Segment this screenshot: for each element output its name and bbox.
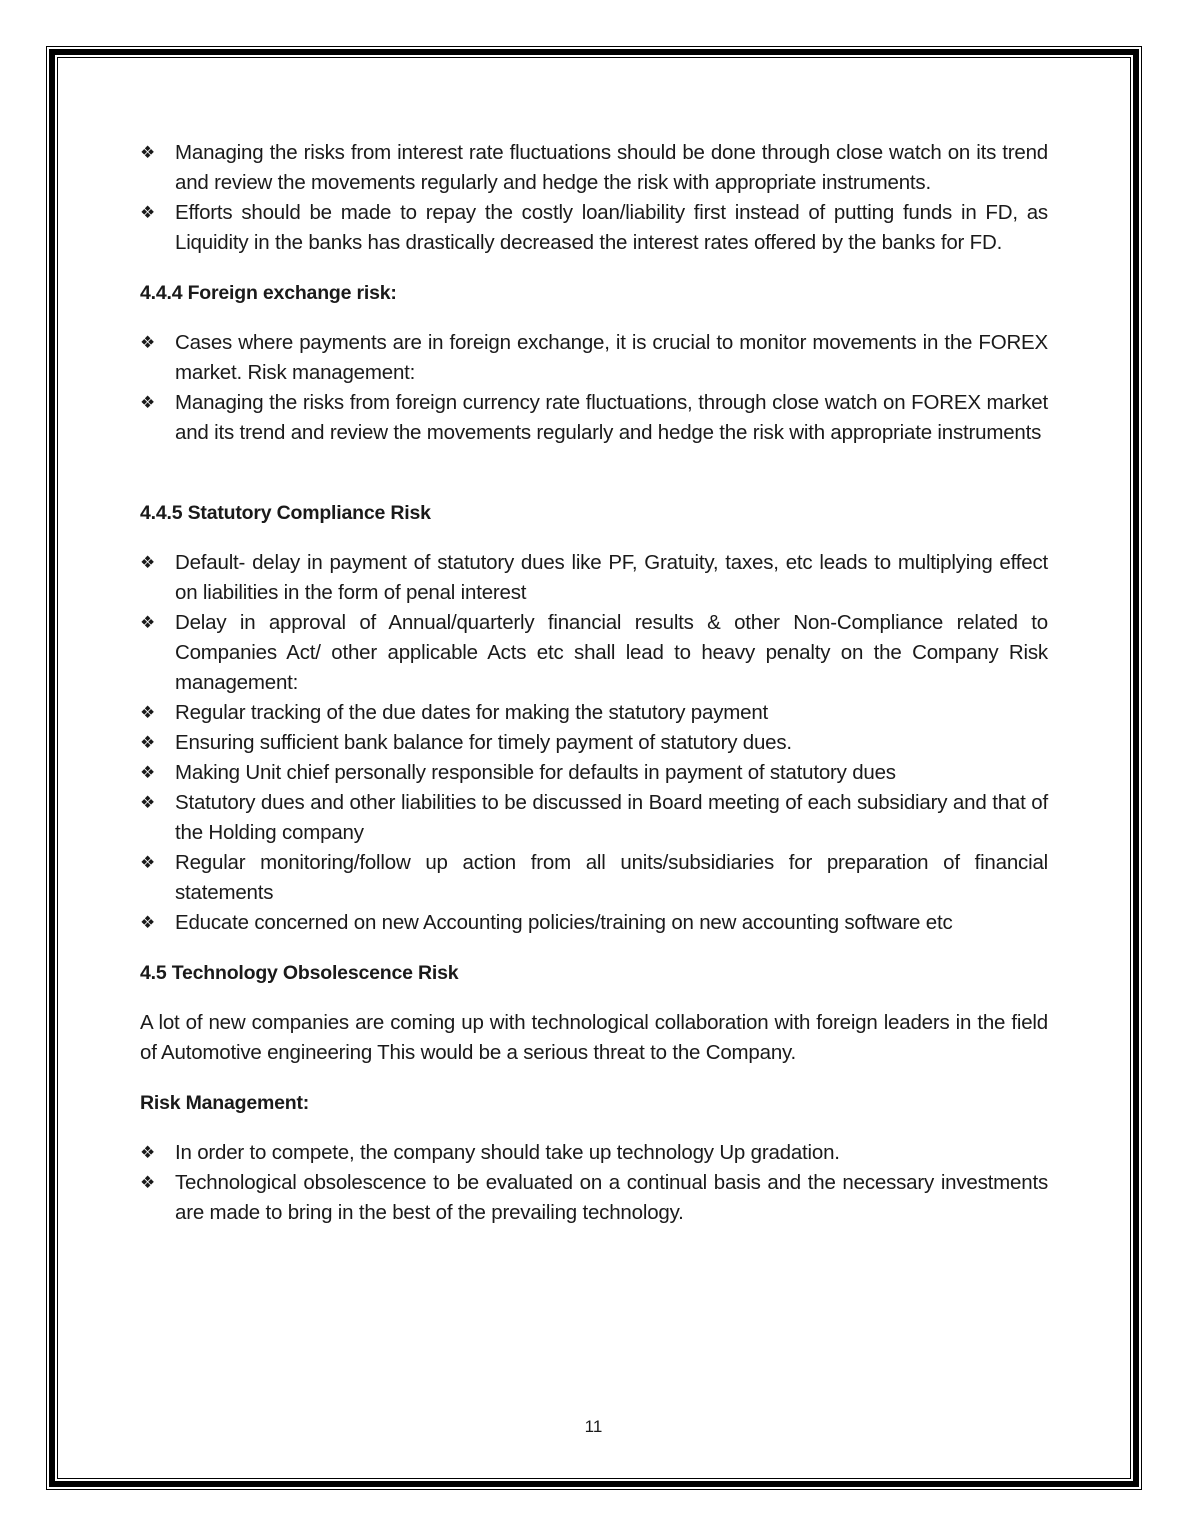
list-item: ❖ Regular monitoring/follow up action from all units/subsidiaries for preparation of financial statements [140, 848, 1048, 908]
forex-bullet-list [140, 328, 1048, 448]
list-item: ❖ Making Unit chief personally responsible for defaults in payment of statutory dues [140, 758, 1048, 788]
diamond-bullet-icon: ❖ [140, 613, 156, 632]
diamond-bullet-icon: ❖ [140, 913, 156, 932]
list-item: ❖ Managing the risks from foreign currency rate fluctuations, through close watch on FOREX market and its trend and review the movements regularly and hedge the risk with appropriate instruments [140, 388, 1048, 448]
list-item: ❖ Ensuring sufficient bank balance for timely payment of statutory dues. [140, 728, 1048, 758]
diamond-bullet-icon: ❖ [140, 553, 156, 572]
section-paragraph: A lot of new companies are coming up with technological collaboration with foreign leaders in the field of Automotive engineering This would be a serious threat to the Company. [140, 1011, 1048, 1064]
list-item: ❖ Default- delay in payment of statutory dues like PF, Gratuity, taxes, etc leads to multiplying effect on liabilities in the form of penal interest [140, 548, 1048, 608]
list-item: ❖ Delay in approval of Annual/quarterly financial results & other Non-Compliance related to Companies Act/ other applicable Acts etc shall lead to heavy penalty on the Company Risk management: [140, 608, 1048, 698]
diamond-bullet-icon: ❖ [140, 763, 156, 782]
diamond-bullet-icon: ❖ [140, 1143, 156, 1162]
section-heading: 4.4.4 Foreign exchange risk: [140, 282, 397, 304]
diamond-bullet-icon: ❖ [140, 793, 156, 812]
diamond-bullet-icon: ❖ [140, 853, 156, 872]
subheading: Risk Management: [140, 1092, 310, 1114]
intro-bullet-list [140, 138, 1048, 258]
list-item: ❖ Technological obsolescence to be evaluated on a continual basis and the necessary investments are made to bring in the best of the prevailing technology. [140, 1168, 1048, 1228]
diamond-bullet-icon: ❖ [140, 733, 156, 752]
list-item: ❖ Efforts should be made to repay the costly loan/liability first instead of putting funds in FD, as Liquidity in the banks has drastically decreased the interest rates offered by the banks for FD. [140, 198, 1048, 258]
diamond-bullet-icon: ❖ [140, 1173, 156, 1192]
list-item: ❖ Educate concerned on new Accounting policies/training on new accounting software etc [140, 908, 1048, 938]
compliance-bullet-list [140, 548, 1048, 938]
list-item: ❖ Managing the risks from interest rate fluctuations should be done through close watch on its trend and review the movements regularly and hedge the risk with appropriate instruments. [140, 138, 1048, 198]
list-item: ❖ Regular tracking of the due dates for making the statutory payment [140, 698, 1048, 728]
diamond-bullet-icon: ❖ [140, 393, 156, 412]
page-number: 11 [584, 1417, 603, 1436]
section-heading: 4.4.5 Statutory Compliance Risk [140, 502, 431, 524]
tech-bullet-list [140, 1138, 1048, 1228]
section-heading: 4.5 Technology Obsolescence Risk [140, 962, 459, 984]
list-item: ❖ Statutory dues and other liabilities to be discussed in Board meeting of each subsidiary and that of the Holding company [140, 788, 1048, 848]
diamond-bullet-icon: ❖ [140, 203, 156, 222]
list-item: ❖ Cases where payments are in foreign exchange, it is crucial to monitor movements in the FOREX market. Risk management: [140, 328, 1048, 388]
diamond-bullet-icon: ❖ [140, 143, 156, 162]
diamond-bullet-icon: ❖ [140, 333, 156, 352]
list-item: ❖ In order to compete, the company should take up technology Up gradation. [140, 1138, 1048, 1168]
page-content [140, 138, 1048, 1228]
diamond-bullet-icon: ❖ [140, 703, 156, 722]
